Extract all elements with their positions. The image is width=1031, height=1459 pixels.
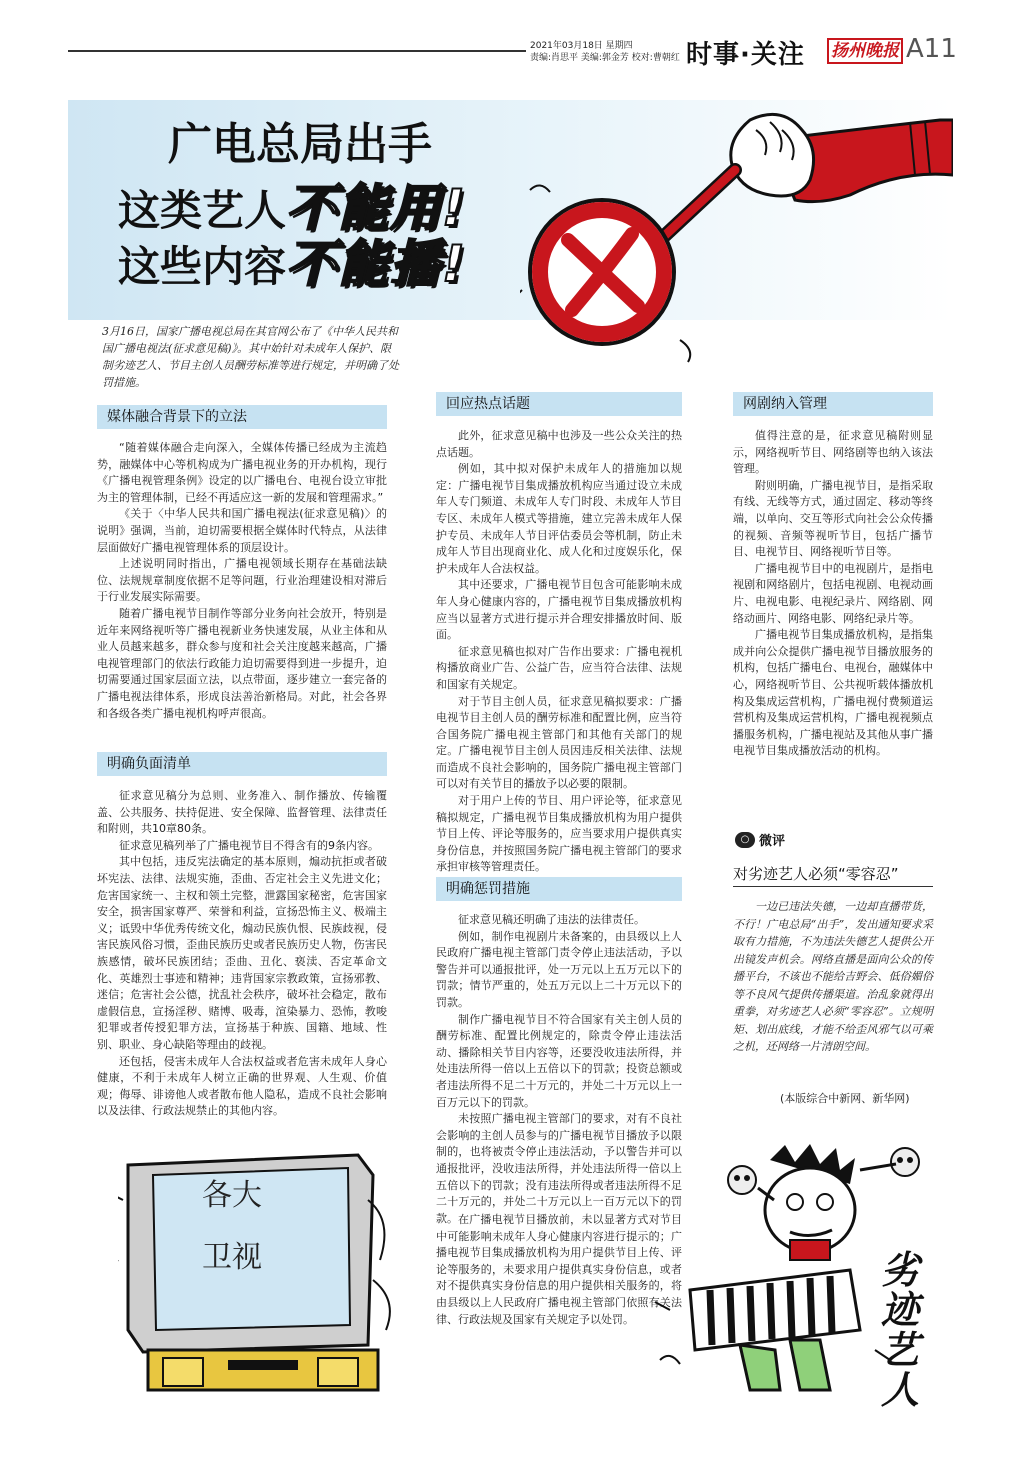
paragraph: 广播电视节目集成播放机构，是指集成并向公众提供广播电视节目播放服务的机构，包括广播电台、电视台，融媒体中心，网络视听节目、公共视听载体播放机构及集成运营机构，广播电视付费频道运营机构及集成运营机构，广播电视视频点播服务机构，广播电视站及其他从事广播电视节目集成播放活动的机构。 [733, 628, 933, 758]
issue-date: 2021年03月18日 星期四 [530, 41, 633, 51]
paragraph: 在广播电视节目播放前，未以显著方式对节目中可能影响未成年人身心健康内容进行提示的；广播电视节目集成播放机构为用户提供节目上传、评论等服务的，未要求用户提供真实身份信息，或者对不提供真实身份信息的用户提供相关服务的，将由县级以上人民政府广播电视主管部门依照有关法律、行政法规及国家有关规定予以处罚。 [436, 1213, 682, 1326]
tv-caption-line-1: 各大 [202, 1178, 262, 1213]
masthead-rule [68, 50, 526, 52]
skull-icon [891, 1148, 919, 1176]
paragraph: 其中包括，违反宪法确定的基本原则，煽动抗拒或者破坏宪法、法律、法规实施，歪曲、否定社会主义先进文化；危害国家统一、主权和领土完整，泄露国家秘密，危害国家安全，损害国家尊严、荣誉和利益，宣扬恐怖主义、极端主义；诋毁中华优秀传统文化，煽动民族仇恨、民族歧视，侵害民族风俗习惯，歪曲民族历史或者民族历史人物，伤害民族感情，破坏民族团结；歪曲、丑化、亵渎、否定革命文化、英雄烈士事迹和精神；违背国家宗教政策，宣扬邪教、迷信；危害社会公德，扰乱社会秩序，破坏社会稳定，散布虚假信息，宣扬淫秽、赌博、吸毒，渲染暴力、恐怖，教唆犯罪或者传授犯罪方法，宣扬基于种族、国籍、地域、性别、职业、身心缺陷等理由的歧视。 [97, 855, 387, 1051]
comment-body [733, 898, 933, 1056]
tv-caption-line-2: 卫视 [202, 1240, 262, 1275]
hand-icon [731, 114, 953, 201]
paragraph: 制作广播电视节目不符合国家有关主创人员的酬劳标准、配置比例规定的，除责令停止违法活动、播除相关节目内容等，还要没收违法所得，并处违法所得一倍以上五倍以下的罚款；投资总额或者违法所得不足二十万元的，并处二十万元以上一百万元以下的罚款。 [436, 1012, 682, 1109]
paragraph: 《关于〈中华人民共和国广播电视法(征求意见稿)〉的说明》强调，当前，迫切需要根据全媒体时代特点，从法律层面做好广播电视管理体系的顶层设计。 [97, 507, 387, 554]
paragraph: 其中还要求，广播电视节目包含可能影响未成年人身心健康内容的，广播电视节目集成播放机构应当以显著方式进行提示并合理安排播放时间、版面。 [436, 578, 682, 642]
prohibition-sign-illustration [520, 100, 953, 380]
section-title: 时事·关注 [686, 40, 805, 70]
headline-line-3 [118, 224, 467, 296]
paragraph: 例如，其中拟对保护未成年人的措施加以规定：广播电视节目集成播放机构应当通过设立未成年人专门频道、未成年人专门时段、未成年人节目专区、未成年人模式等措施，建立完善未成年人保护专员、未成年人节目评估委员会等机制，防止未成年人节目出现商业化、成人化和过度娱乐化，保护未成年人合法权益。 [436, 462, 682, 575]
editor-credits: 责编:肖思平 美编:郭金芳 校对:曹朝红 [530, 53, 680, 63]
col2-section1-body [436, 428, 682, 876]
paragraph: 对于节目主创人员，征求意见稿拟要求：广播电视节目主创人员的酬劳标准和配置比例，应当符合国务院广播电视主管部门和其他有关部门的规定。广播电视节目主创人员因违反相关法律、法规而造成不良社会影响的，国务院广播电视主管部门可以对有关节目的播放予以必要的限制。 [436, 694, 682, 791]
article-intro: 3月16日，国家广播电视总局在其官网公布了《中华人民共和国广播电视法(征求意见稿)》。其中始针对未成年人保护、限制劣迹艺人、节目主创人员酬劳标准等进行规定，并明确了处罚措施。 [102, 325, 399, 389]
col1-section1-body [97, 440, 387, 722]
paragraph: 上述说明同时指出，广播电视领域长期存在基础法缺位、法规规章制度依据不足等问题，行业治理建设相对滞后于行业发展实际需要。 [97, 557, 387, 604]
section-heading-hot-topics: 回应热点话题 [436, 392, 682, 416]
page-number: A11 [906, 34, 957, 64]
paragraph: 一边已违法失德，一边却直播带货，不行！广电总局“出手”，发出通知要求采取有力措施，不为违法失德艺人提供公开出镜发声机会。网络直播是面向公众的传播平台，不该也不能给吉野会、低俗媚俗等不良风气提供传播渠道。治乱象就得出重拳，对劣迹艺人必须“零容忍”。立规明矩、划出底线，才能不给歪风邪气以可乘之机，还网络一片清朗空间。 [733, 900, 933, 1053]
comment-divider [733, 886, 933, 887]
paragraph: 广播电视节目中的电视剧片，是指电视剧和网络剧片，包括电视剧、电视动画片、电视电影、电视纪录片、网络剧、网络动画片、网络电影、网络纪录片等。 [733, 561, 933, 625]
headline-line-3-prefix: 这些内容 [118, 242, 287, 291]
paragraph: 例如，制作电视剧片未备案的，由县级以上人民政府广播电视主管部门责令停止违法活动，予以警告并可以通报批评，处一万元以上五万元以下的罚款；情节严重的，处五万元以上二十万元以下的罚款。 [436, 929, 682, 1009]
col2-section2-tail [436, 1212, 682, 1328]
col2-section2-body [436, 912, 682, 1227]
masthead-meta [530, 40, 680, 64]
headline-line-3-emphasis: 不能播! [286, 235, 467, 293]
skull-icon [728, 1166, 756, 1194]
micro-comment-label: 微评 [759, 834, 786, 849]
paragraph: 随着广播电视节目制作等部分业务向社会放开，特别是近年来网络视听等广播电视新业务快速发展，从业主体和从业人员越来越多，群众参与度和社会关注度越来越高，广播电视管理部门的依法行政能力迫切需要得到进一步提升，迫切需要通过国家层面立法，以点带面，逐步建立一套完备的广播电视法律体系，形成良法善治新格局。对此，社会各界和各级各类广播电视机构呼声很高。 [97, 606, 387, 720]
section-heading-media-legislation: 媒体融合背景下的立法 [97, 405, 387, 429]
source-credit: (本版综合中新网、新华网) [780, 1092, 910, 1105]
paragraph: 此外，征求意见稿中也涉及一些公众关注的热点话题。 [436, 429, 682, 459]
headline-line-1: 广电总局出手 [168, 119, 432, 170]
section-heading-negative-list: 明确负面清单 [97, 752, 387, 776]
paragraph: 征求意见稿列举了广播电视节目不得含有的9条内容。 [119, 838, 379, 852]
paragraph: 征求意见稿还明确了违法的法律责任。 [458, 913, 645, 926]
col1-section2-body [97, 788, 387, 1120]
paragraph: 征求意见稿分为总则、业务准入、制作播放、传输覆盖、公共服务、扶持促进、安全保障、监督管理、法律责任和附则，共10章80条。 [97, 789, 387, 836]
section-heading-web-drama: 网剧纳入管理 [733, 392, 933, 416]
paragraph: 对于用户上传的节目、用户评论等，征求意见稿拟规定，广播电视节目集成播放机构为用户提供节目上传、评论等服务的，应当要求用户提供真实身份信息，并按照国务院广播电视主管部门的要求承担审核等管理责任。 [436, 794, 682, 874]
paragraph: 未按照广播电视主管部门的要求，对有不良社会影响的主创人员参与的广播电视节目播放予以限制的，也将被责令停止违法活动，予以警告并可以通报批评，没收违法所得，并处违法所得一倍以上五倍以下的罚款；没有违法所得或者违法所得不足二十万元的，并处二十万元以上一百万元以下的罚款。 [436, 1112, 682, 1225]
paragraph: 还包括，侵害未成年人合法权益或者危害未成年人身心健康，不利于未成年人树立正确的世界观、人生观、价值观；侮辱、诽谤他人或者散布他人隐私，造成不良社会影响以及法律、行政法规禁止的其他内容。 [97, 1054, 387, 1118]
paragraph: 征求意见稿也拟对广告作出要求：广播电视机构播放商业广告、公益广告，应当符合法律、法规和国家有关规定。 [436, 644, 682, 691]
paragraph: 附则明确，广播电视节目，是指采取有线、无线等方式，通过固定、移动等终端，以单向、交互等形式向社会公众传播的视频、音频等视听节目，包括广播节目、电视节目、网络视听节目等。 [733, 478, 933, 559]
paragraph: “随着媒体融合走向深入，全媒体传播已经成为主流趋势，融媒体中心等机构成为广播电视业务的开办机构，现行《广播电视管理条例》设定的以广播电台、电视台设立审批为主的管理体制，已经不再适应这一新的发展和管理需求。” [97, 441, 387, 504]
comment-title: 对劣迹艺人必须“零容忍” [733, 865, 899, 883]
speech-bubble-icon: ○ [735, 832, 755, 848]
artist-label: 劣迹艺人 [880, 1248, 919, 1412]
section-heading-penalties: 明确惩罚措施 [436, 877, 682, 901]
paragraph: 值得注意的是，征求意见稿附则显示，网络视听节目、网络剧等也纳入该法管理。 [733, 429, 933, 476]
micro-comment-tag [735, 830, 785, 849]
newspaper-logo: 扬州晚报 [827, 38, 903, 64]
headline-line-2-emphasis: 不能用! [286, 179, 467, 237]
headline-line-2-prefix: 这类艺人 [118, 186, 287, 235]
col3-section1-body [733, 428, 933, 760]
